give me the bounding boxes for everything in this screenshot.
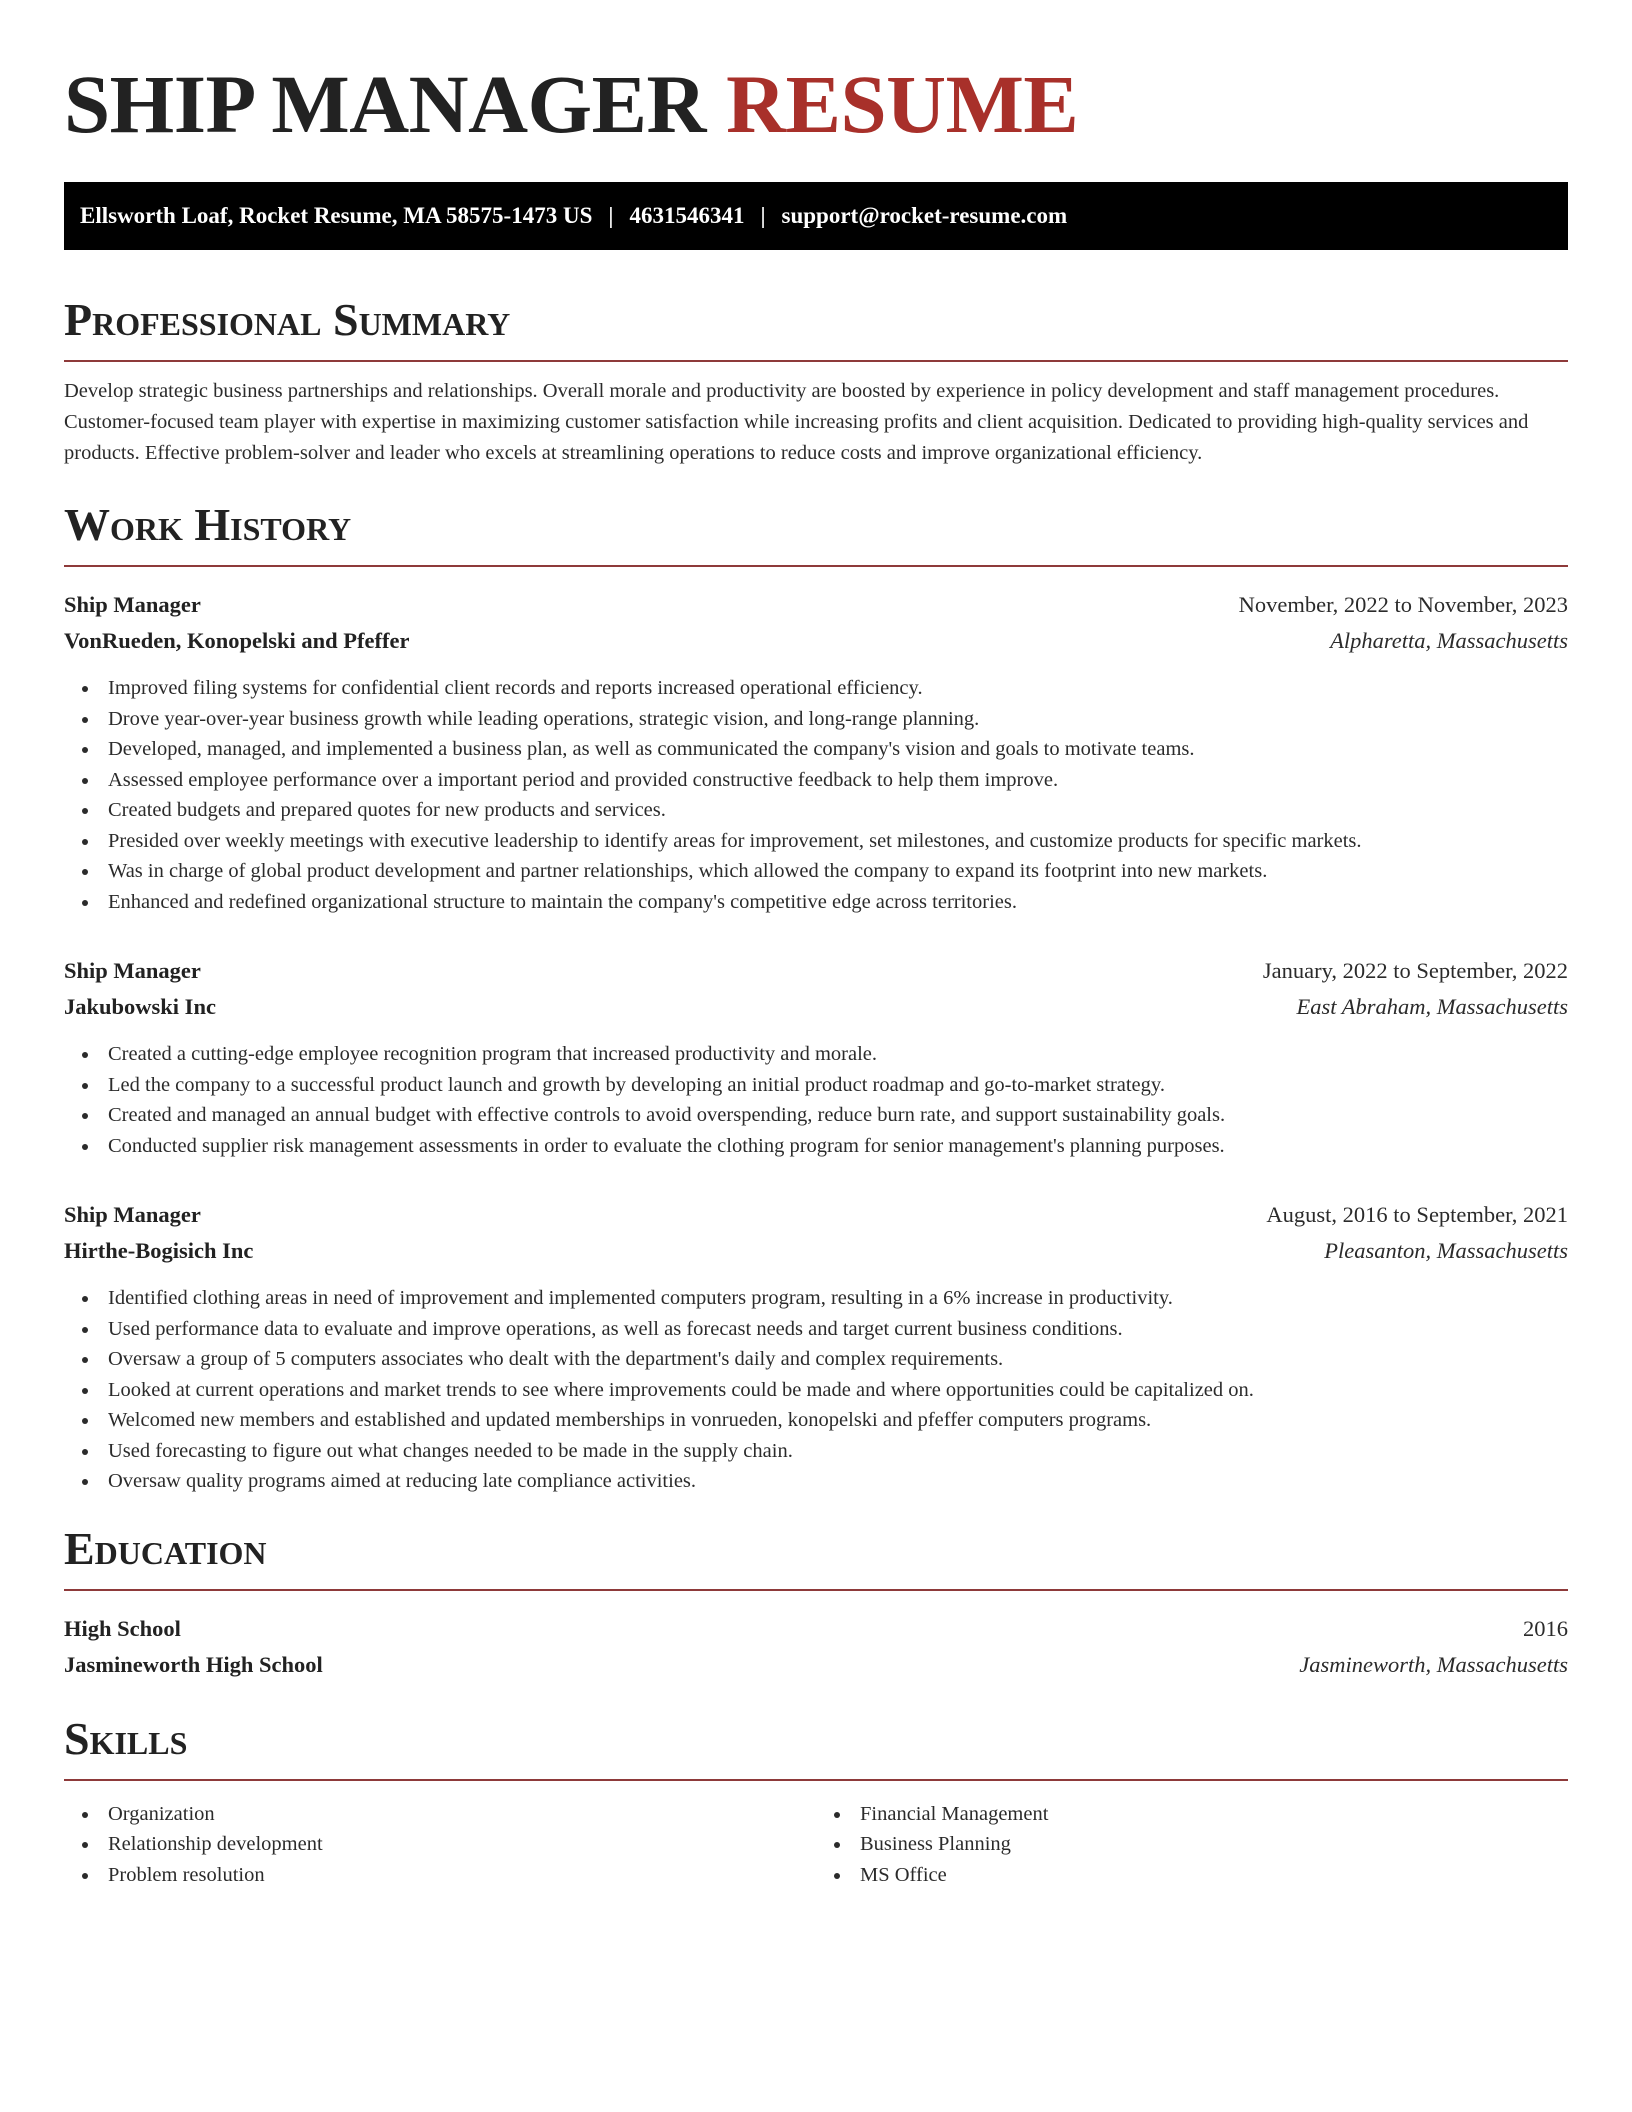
contact-bar xyxy=(64,182,1568,250)
job-location: East Abraham, Massachusetts xyxy=(1296,994,1568,1019)
work-history-section xyxy=(64,499,1568,1497)
job-company: Hirthe-Bogisich Inc xyxy=(64,1238,254,1263)
contact-separator: | xyxy=(760,203,766,228)
job-dates: November, 2022 to November, 2023 xyxy=(1238,592,1568,617)
skills-column-right xyxy=(816,1799,1568,1891)
list-item: Organization xyxy=(108,1799,816,1830)
job-title: Ship Manager xyxy=(64,592,201,617)
education-location: Jasmineworth, Massachusetts xyxy=(1299,1651,1568,1677)
education-degree: High School xyxy=(64,1615,181,1641)
contact-address: Ellsworth Loaf, Rocket Resume, MA 58575-1473 US xyxy=(80,203,593,228)
education-school: Jasmineworth High School xyxy=(64,1651,323,1677)
job-bullets xyxy=(64,1283,1568,1497)
list-item: Created and managed an annual budget with effective controls to avoid overspending, reduce burn rate, and support sustainability goals. xyxy=(108,1100,1568,1131)
job-entry xyxy=(64,953,1568,1161)
job-entry xyxy=(64,587,1568,917)
list-item: Used performance data to evaluate and improve operations, as well as forecast needs and target current business conditions. xyxy=(108,1314,1568,1345)
skills-heading: Skills xyxy=(64,1713,1568,1781)
list-item: Welcomed new members and established and updated memberships in vonrueden, konopelski and pfeffer computers programs. xyxy=(108,1405,1568,1436)
contact-email: support@rocket-resume.com xyxy=(781,203,1068,228)
job-location: Alpharetta, Massachusetts xyxy=(1330,628,1568,653)
education-heading: Education xyxy=(64,1523,1568,1591)
list-item: Looked at current operations and market trends to see where improvements could be made and where opportunities could be capitalized on. xyxy=(108,1375,1568,1406)
job-location: Pleasanton, Massachusetts xyxy=(1324,1238,1568,1263)
job-bullets xyxy=(64,1039,1568,1161)
list-item: Problem resolution xyxy=(108,1860,816,1891)
job-entry xyxy=(64,1197,1568,1497)
title-accent: RESUME xyxy=(726,58,1079,150)
job-title: Ship Manager xyxy=(64,958,201,983)
list-item: Created a cutting-edge employee recognition program that increased productivity and morale. xyxy=(108,1039,1568,1070)
list-item: Relationship development xyxy=(108,1829,816,1860)
summary-section xyxy=(64,294,1568,469)
job-dates: January, 2022 to September, 2022 xyxy=(1262,958,1568,983)
skills-column-left xyxy=(64,1799,816,1891)
skills-grid xyxy=(64,1799,1568,1891)
summary-heading: Professional Summary xyxy=(64,294,1568,362)
list-item: MS Office xyxy=(860,1860,1568,1891)
job-bullets xyxy=(64,673,1568,917)
title-main: SHIP MANAGER xyxy=(64,58,706,150)
skills-list xyxy=(816,1799,1568,1891)
resume-title xyxy=(64,58,1568,150)
list-item: Oversaw a group of 5 computers associates who dealt with the department's daily and complex requirements. xyxy=(108,1344,1568,1375)
list-item: Financial Management xyxy=(860,1799,1568,1830)
list-item: Was in charge of global product development and partner relationships, which allowed the company to expand its footprint into new markets. xyxy=(108,856,1568,887)
skills-section xyxy=(64,1713,1568,1891)
list-item: Improved filing systems for confidential client records and reports increased operational efficiency. xyxy=(108,673,1568,704)
job-company: VonRueden, Konopelski and Pfeffer xyxy=(64,628,410,653)
list-item: Drove year-over-year business growth while leading operations, strategic vision, and long-range planning. xyxy=(108,704,1568,735)
list-item: Used forecasting to figure out what changes needed to be made in the supply chain. xyxy=(108,1436,1568,1467)
job-dates: August, 2016 to September, 2021 xyxy=(1266,1202,1568,1227)
list-item: Conducted supplier risk management assessments in order to evaluate the clothing program for senior management's planning purposes. xyxy=(108,1131,1568,1162)
education-year: 2016 xyxy=(1523,1615,1568,1641)
job-company: Jakubowski Inc xyxy=(64,994,216,1019)
education-entry xyxy=(64,1611,1568,1683)
list-item: Created budgets and prepared quotes for new products and services. xyxy=(108,795,1568,826)
list-item: Enhanced and redefined organizational structure to maintain the company's competitive edge across territories. xyxy=(108,887,1568,918)
skills-list xyxy=(64,1799,816,1891)
work-history-heading: Work History xyxy=(64,499,1568,567)
list-item: Assessed employee performance over a important period and provided constructive feedback to help them improve. xyxy=(108,765,1568,796)
list-item: Led the company to a successful product launch and growth by developing an initial product roadmap and go-to-market strategy. xyxy=(108,1070,1568,1101)
list-item: Developed, managed, and implemented a business plan, as well as communicated the company's vision and goals to motivate teams. xyxy=(108,734,1568,765)
education-section xyxy=(64,1523,1568,1683)
list-item: Presided over weekly meetings with executive leadership to identify areas for improvement, set milestones, and customize products for specific markets. xyxy=(108,826,1568,857)
list-item: Oversaw quality programs aimed at reducing late compliance activities. xyxy=(108,1466,1568,1497)
contact-separator: | xyxy=(608,203,614,228)
contact-phone: 4631546341 xyxy=(629,203,745,228)
list-item: Business Planning xyxy=(860,1829,1568,1860)
job-title: Ship Manager xyxy=(64,1202,201,1227)
list-item: Identified clothing areas in need of improvement and implemented computers program, resulting in a 6% increase in productivity. xyxy=(108,1283,1568,1314)
summary-text: Develop strategic business partnerships and relationships. Overall morale and productivity are boosted by experience in policy development and staff management procedures. Customer-focused team player with expertise in maximizing customer satisfaction while increasing profits and client acquisition. Dedicated to providing high-quality services and products. Effective problem-solver and leader who excels at streamlining operations to reduce costs and improve organizational efficiency. xyxy=(64,380,1529,464)
